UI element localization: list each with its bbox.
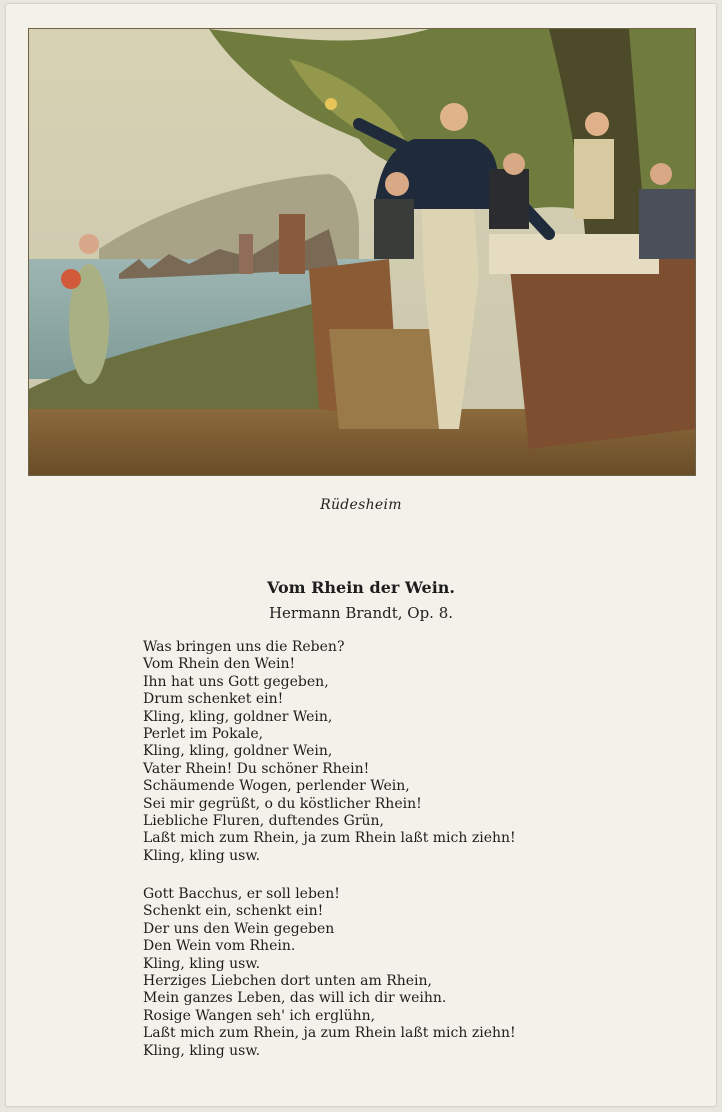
verse-line: Kling, kling usw.: [143, 847, 261, 864]
verse-line: Sei mir gegrüßt, o du köstlicher Rhein!: [143, 795, 422, 812]
song-title: Vom Rhein der Wein.: [267, 578, 455, 597]
verse-line: Herziges Liebchen dort unten am Rhein,: [143, 973, 432, 990]
verse-line: Den Wein vom Rhein.: [143, 938, 296, 955]
verse-line: Liebliche Fluren, duftendes Grün,: [143, 813, 385, 830]
painting-image: [29, 29, 695, 475]
verse-line: Was bringen uns die Reben?: [143, 639, 345, 655]
song-composer: Hermann Brandt, Op. 8.: [268, 604, 454, 622]
verse-line: Gott Bacchus, er soll leben!: [143, 886, 340, 902]
verse-line: Der uns den Wein gegeben: [143, 920, 335, 937]
verse-line: Kling, kling, goldner Wein,: [143, 708, 333, 725]
verse-1: [143, 639, 643, 865]
verse-2: [143, 886, 643, 1060]
verse-line: Mein ganzes Leben, das will ich dir weihn.: [143, 990, 447, 1007]
verse-line: Perlet im Pokale,: [143, 726, 264, 743]
verse-line: Kling, kling, goldner Wein,: [143, 743, 333, 760]
verse-line: Laßt mich zum Rhein, ja zum Rhein laßt mich ziehn!: [143, 830, 516, 847]
painting-caption: Rüdesheim: [320, 497, 402, 513]
verse-line: Drum schenket ein!: [143, 691, 284, 708]
verse-line: Vater Rhein! Du schöner Rhein!: [143, 760, 370, 777]
verse-line: Vom Rhein den Wein!: [143, 656, 296, 673]
verse-line: Kling, kling usw.: [143, 1042, 261, 1059]
verse-line: Ihn hat uns Gott gegeben,: [143, 673, 329, 690]
rhine-painting-illustration: [28, 28, 696, 476]
verse-line: Schäumende Wogen, perlender Wein,: [143, 778, 410, 795]
verse-line: Kling, kling usw.: [143, 955, 261, 972]
verse-line: Schenkt ein, schenkt ein!: [143, 903, 324, 920]
verse-line: Laßt mich zum Rhein, ja zum Rhein laßt mich ziehn!: [143, 1025, 516, 1042]
verse-line: Rosige Wangen seh' ich erglühn,: [143, 1007, 376, 1024]
